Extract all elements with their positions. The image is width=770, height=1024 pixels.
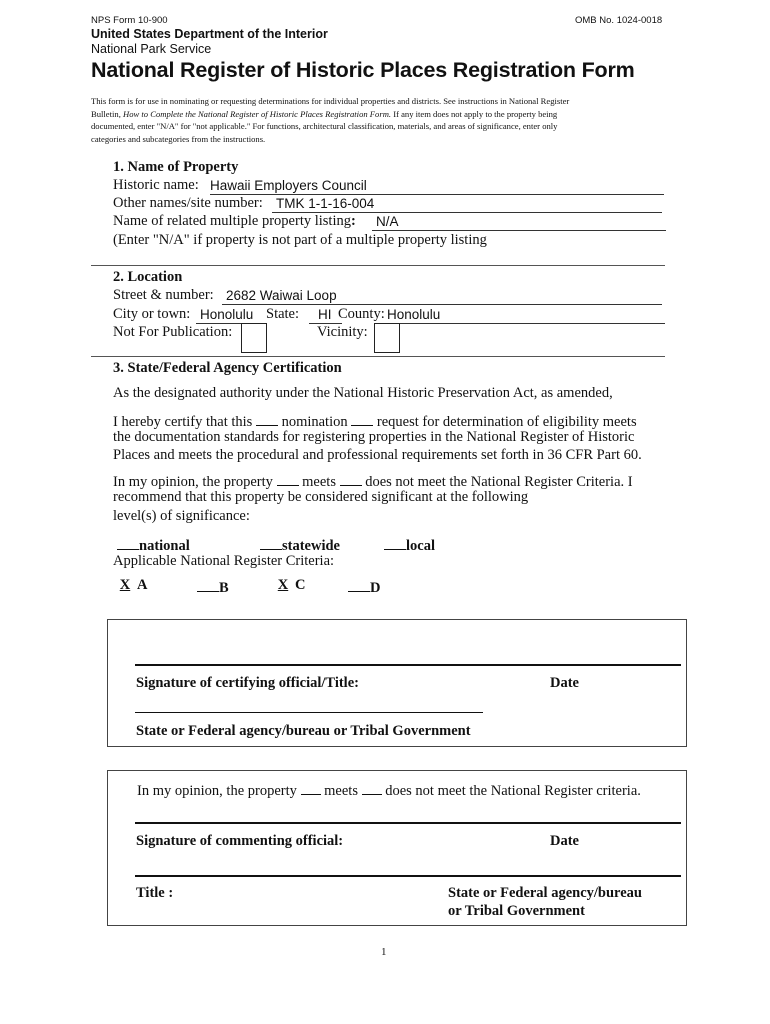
commenting-title-label: Title :: [136, 885, 174, 901]
county-underline: [386, 323, 665, 324]
criterion-d-letter: D: [370, 580, 381, 596]
related-listing-field[interactable]: N/A: [376, 214, 399, 229]
section-3-heading: 3. State/Federal Agency Certification: [113, 360, 342, 376]
statewide-blank[interactable]: [260, 535, 282, 550]
designated-authority-text: As the designated authority under the National Historic Preservation Act, as amended,: [113, 385, 613, 401]
opinion-line-3: level(s) of significance:: [113, 508, 250, 524]
historic-name-label: Historic name:: [113, 177, 199, 193]
page-title: National Register of Historic Places Registration Form: [91, 58, 635, 82]
criterion-c[interactable]: [271, 577, 305, 594]
na-note: (Enter "N/A" if property is not part of a multiple property listing: [113, 232, 487, 248]
form-number: NPS Form 10-900: [91, 15, 168, 26]
level-national-label: national: [139, 538, 190, 554]
opinion-text-b: meets: [302, 474, 336, 490]
meets-blank[interactable]: [277, 471, 299, 486]
opinion-line-2: recommend that this property be considered significant at the following: [113, 489, 529, 505]
section-1-heading: 1. Name of Property: [113, 159, 239, 175]
street-underline: [222, 304, 662, 305]
criterion-a-letter: A: [137, 577, 148, 593]
county-field[interactable]: Honolulu: [387, 307, 441, 322]
criterion-b-mark[interactable]: [197, 577, 219, 592]
certifying-agency-line[interactable]: [135, 712, 483, 713]
does-not-meet-blank[interactable]: [340, 471, 362, 486]
city-field[interactable]: Honolulu: [200, 307, 254, 322]
commenting-meets-blank[interactable]: [301, 780, 321, 795]
level-local[interactable]: [384, 535, 435, 555]
level-statewide[interactable]: [260, 535, 340, 555]
request-blank[interactable]: [351, 411, 373, 426]
omb-number: OMB No. 1024-0018: [575, 15, 663, 26]
commenting-date-label: Date: [550, 833, 579, 849]
certify-text-c: request for determination of eligibility meets: [376, 414, 637, 430]
related-listing-colon: :: [350, 213, 356, 229]
certifying-signature-line[interactable]: [135, 664, 681, 666]
related-listing-label: [113, 213, 356, 230]
intro-line-3: documented, enter "N/A" for "not applicable." For functions, architectural classification, materials, and areas of significance, enter only: [91, 121, 558, 131]
street-label: Street & number:: [113, 287, 214, 303]
criterion-c-mark[interactable]: X: [277, 577, 289, 593]
certifying-date-label: Date: [550, 675, 579, 691]
commenting-agency-line-1: State or Federal agency/bureau: [448, 885, 642, 901]
historic-name-field[interactable]: Hawaii Employers Council: [210, 178, 367, 193]
commenting-opinion-b: meets: [324, 783, 358, 799]
other-names-field[interactable]: TMK 1-1-16-004: [276, 196, 375, 211]
certify-line-1: [113, 411, 637, 431]
commenting-signature-line[interactable]: [135, 822, 681, 824]
intro-paragraph: [91, 95, 683, 145]
level-local-label: local: [406, 538, 435, 554]
national-blank[interactable]: [117, 535, 139, 550]
vicinity-label: Vicinity:: [317, 324, 368, 340]
level-national[interactable]: [117, 535, 190, 555]
criterion-b-letter: B: [219, 580, 229, 596]
related-listing-underline: [372, 230, 666, 231]
street-field[interactable]: 2682 Waiwai Loop: [226, 288, 337, 303]
city-label: City or town:: [113, 306, 191, 322]
criterion-d[interactable]: [348, 577, 380, 597]
criteria-label: Applicable National Register Criteria:: [113, 553, 335, 569]
department-name: United States Department of the Interior: [91, 27, 328, 41]
not-for-publication-checkbox[interactable]: [241, 323, 267, 353]
intro-line-4: categories and subcategories from the instructions.: [91, 133, 266, 144]
commenting-does-not-meet-blank[interactable]: [362, 780, 382, 795]
vicinity-checkbox[interactable]: [374, 323, 400, 353]
commenting-opinion-c: does not meet the National Register criteria.: [385, 783, 641, 799]
local-blank[interactable]: [384, 535, 406, 550]
county-label: County:: [338, 306, 385, 322]
commenting-title-line[interactable]: [135, 875, 681, 877]
section-2-heading: 2. Location: [113, 269, 183, 285]
criterion-b[interactable]: [197, 577, 229, 597]
section-divider-1: [91, 265, 665, 266]
nomination-blank[interactable]: [256, 411, 278, 426]
opinion-text-c: does not meet the National Register Criteria. I: [365, 474, 633, 490]
section-divider-2: [91, 356, 665, 357]
opinion-line-1: [113, 471, 633, 491]
certifying-signature-label: Signature of certifying official/Title:: [136, 675, 359, 691]
commenting-agency-line-2: or Tribal Government: [448, 903, 585, 919]
state-label: State:: [266, 306, 300, 322]
criterion-d-mark[interactable]: [348, 577, 370, 592]
not-for-publication-label: Not For Publication:: [113, 324, 233, 340]
level-statewide-label: statewide: [282, 538, 340, 554]
opinion-text-a: In my opinion, the property: [113, 474, 273, 490]
other-names-label: Other names/site number:: [113, 195, 263, 211]
service-name: National Park Service: [91, 42, 212, 56]
commenting-opinion: [137, 780, 641, 800]
state-field[interactable]: HI: [318, 307, 332, 322]
certify-line-3: Places and meets the procedural and professional requirements set forth in 36 CFR Part 60.: [113, 447, 642, 463]
intro-line-2-post: If any item does not apply to the property being: [391, 108, 558, 119]
page-number: 1: [381, 946, 387, 958]
intro-line-1: This form is for use in nominating or requesting determinations for individual properties and districts. See instructions in National Register: [91, 96, 570, 106]
certifying-agency-label: State or Federal agency/bureau or Tribal Government: [136, 723, 471, 739]
certify-text-a: I hereby certify that this: [113, 414, 253, 430]
certify-line-2: the documentation standards for registering properties in the National Register of Historic: [113, 429, 635, 445]
criterion-a[interactable]: [113, 577, 147, 594]
criterion-c-letter: C: [295, 577, 306, 593]
certify-text-b: nomination: [281, 414, 348, 430]
historic-name-underline: [210, 194, 664, 195]
related-listing-label-text: Name of related multiple property listing: [113, 213, 351, 229]
bulletin-title: How to Complete the National Register of Historic Places Registration Form.: [123, 108, 392, 119]
commenting-signature-label: Signature of commenting official:: [136, 833, 344, 849]
criterion-a-mark[interactable]: X: [119, 577, 131, 593]
intro-line-2: [91, 108, 683, 121]
intro-line-2-pre: Bulletin,: [91, 108, 123, 119]
commenting-opinion-a: In my opinion, the property: [137, 783, 297, 799]
